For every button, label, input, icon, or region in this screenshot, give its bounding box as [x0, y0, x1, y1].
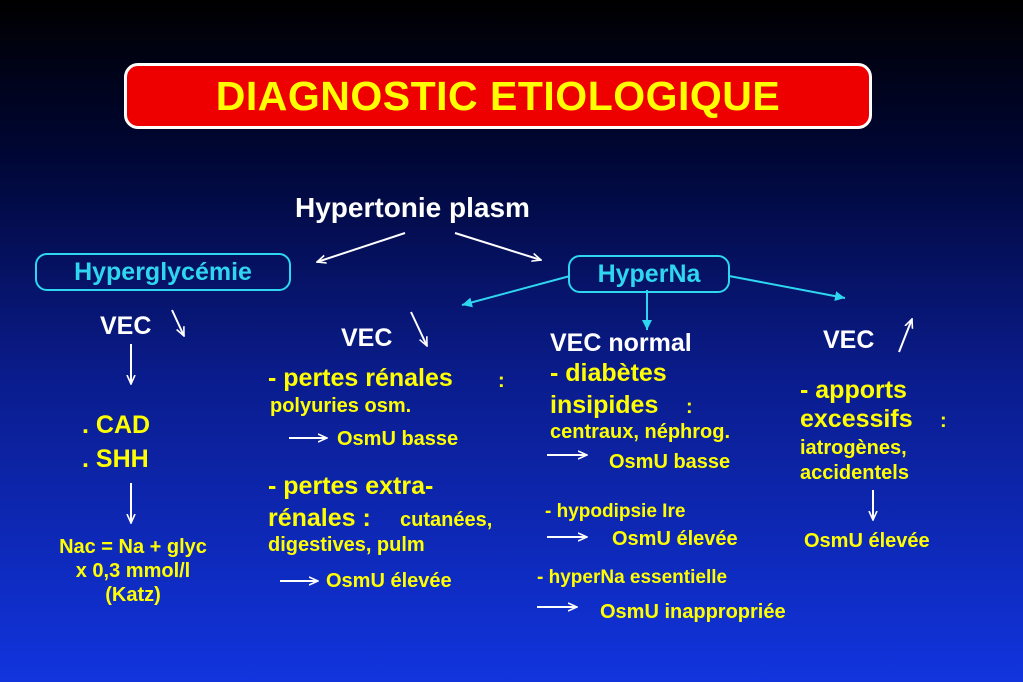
col2-extra-detail-1: cutanées, — [400, 509, 493, 531]
col2-extra-heading-1: - pertes extra- — [268, 472, 434, 500]
node-hyperglycemie: Hyperglycémie — [35, 253, 291, 291]
node-hyperna: HyperNa — [568, 255, 730, 293]
col3-di-detail: centraux, néphrog. — [550, 421, 731, 443]
col4-heading-1: - apports — [800, 376, 907, 404]
arrow-down-right-icon — [411, 312, 427, 346]
arrow-up-right-icon — [899, 319, 912, 352]
col3-vec: VEC normal — [550, 329, 692, 357]
col3-hypodipsie-result: OsmU élevée — [612, 528, 738, 550]
col3-hypodipsie: - hypodipsie Ire — [545, 501, 686, 522]
col2-renal-detail: polyuries osm. — [270, 395, 412, 417]
col4-detail-1: iatrogènes, — [800, 437, 907, 459]
arrow-root-to-right — [455, 233, 541, 260]
col3-di-result: OsmU basse — [609, 451, 731, 473]
col1-result-line-3: (Katz) — [105, 584, 161, 606]
col3-di-heading-1: - diabètes — [550, 359, 667, 387]
col4-result: OsmU élevée — [804, 530, 930, 552]
slide-title: DIAGNOSTIC ETIOLOGIQUE — [124, 63, 872, 129]
arrow-hyperna-to-col2 — [462, 276, 570, 305]
col2-renal-heading: - pertes rénales — [268, 364, 453, 392]
col4-heading-2: excessifs — [800, 405, 913, 433]
arrow-root-to-left — [317, 233, 405, 262]
col2-extra-result: OsmU élevée — [326, 570, 452, 592]
col1-item-cad: . CAD — [82, 411, 151, 439]
root-label: Hypertonie plasm — [295, 192, 530, 223]
col1-result-line-1: Nac = Na + glyc — [59, 536, 207, 558]
col3-essential-result: OsmU inappropriée — [600, 601, 786, 623]
col1-result-line-2: x 0,3 mmol/l — [75, 560, 191, 582]
col2-extra-detail-2: digestives, pulm — [268, 534, 425, 556]
col3-essential: - hyperNa essentielle — [537, 567, 728, 588]
col3-di-heading-2: insipides — [550, 391, 659, 419]
arrow-hyperna-to-col4 — [729, 276, 845, 298]
col2-extra-heading-2: rénales : — [268, 504, 371, 532]
col4-vec: VEC — [823, 326, 875, 354]
col2-renal-result: OsmU basse — [337, 428, 459, 450]
col4-colon: : — [940, 410, 947, 432]
col1-item-shh: . SHH — [82, 445, 149, 473]
col1-vec: VEC — [100, 312, 152, 340]
col2-vec: VEC — [341, 324, 393, 352]
col3-di-colon: : — [686, 396, 693, 418]
col4-detail-2: accidentels — [800, 462, 909, 484]
arrow-down-right-icon — [172, 310, 184, 336]
col2-renal-colon: : — [498, 370, 505, 392]
